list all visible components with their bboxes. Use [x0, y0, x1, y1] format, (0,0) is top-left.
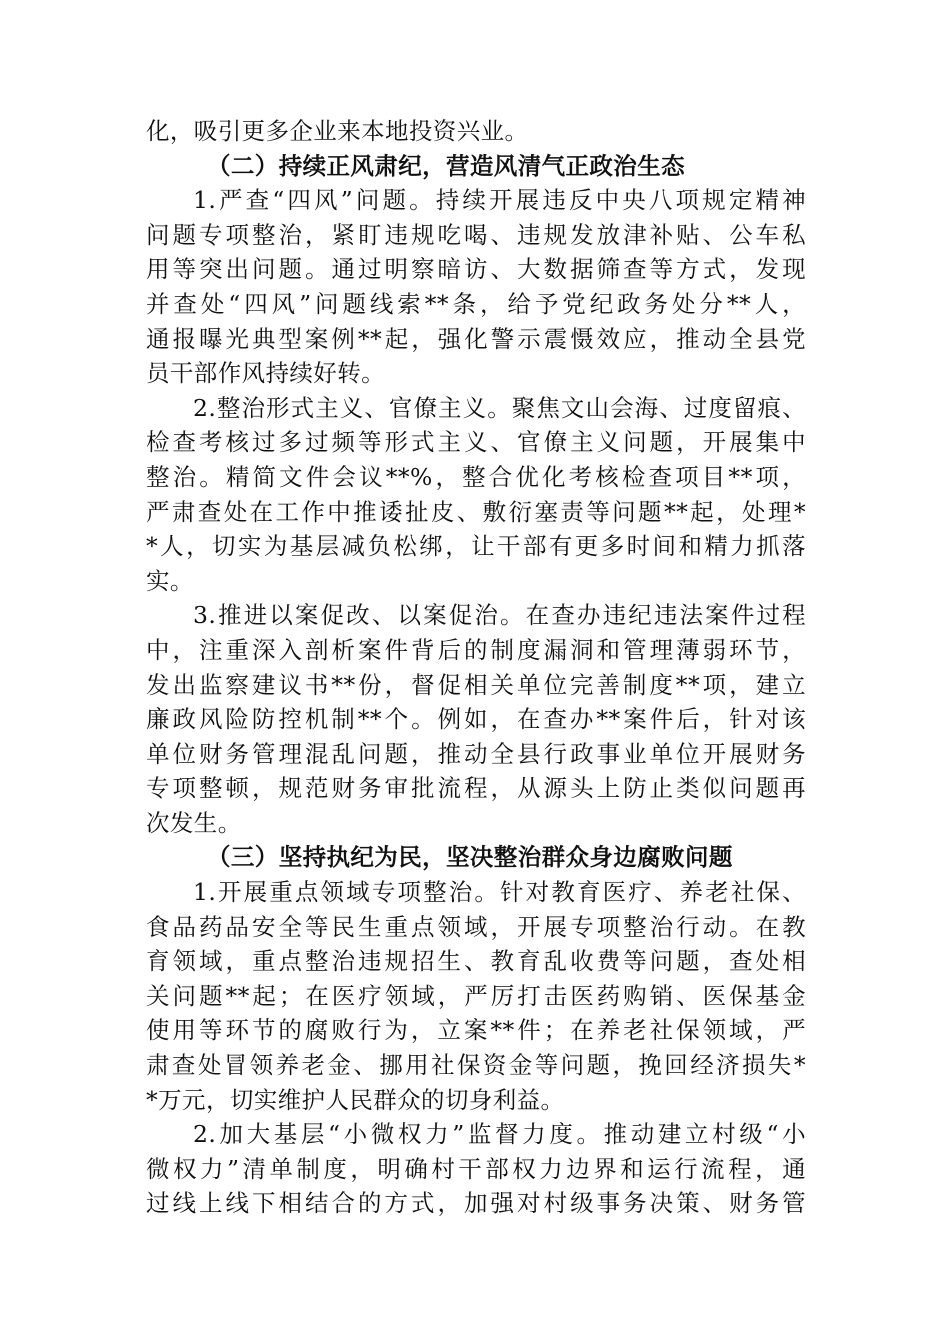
text-line: *人，切实为基层减负松绑，让干部有更多时间和精力抓落: [146, 532, 806, 561]
text-line: 微权力”清单制度，明确村干部权力边界和运行流程，通: [146, 1154, 806, 1183]
text-line: 单位财务管理混乱问题，推动全县行政事业单位开展财务: [146, 739, 806, 768]
text-line: 过线上线下相结合的方式，加强对村级事务决策、财务管: [146, 1189, 806, 1218]
text-line: 化，吸引更多企业来本地投资兴业。: [146, 117, 529, 145]
text-line: 通报曝光典型案例**起，强化警示震慑效应，推动全县党: [146, 324, 806, 353]
text-line: 严肃查处在工作中推诿扯皮、敷衍塞责等问题**起，处理*: [146, 497, 806, 526]
text-line: 并查处“四风”问题线索**条，给予党纪政务处分**人，: [146, 289, 806, 318]
section-heading: （三）坚持执纪为民，坚决整治群众身边腐败问题: [207, 843, 733, 872]
section-heading: （二）持续正风肃纪，营造风清气正政治生态: [207, 151, 685, 180]
text-line: 中，注重深入剖析案件背后的制度漏洞和管理薄弱环节，: [146, 635, 806, 664]
text-line: *万元，切实维护人民群众的切身利益。: [146, 1085, 565, 1114]
text-line: 3.推进以案促改、以案促治。在查办违纪违法案件过程: [193, 601, 806, 630]
text-line: 用等突出问题。通过明察暗访、大数据筛查等方式，发现: [146, 255, 806, 284]
body-text: [146, 114, 806, 1221]
text-line: 次发生。: [146, 808, 242, 837]
text-line: 检查考核过多过频等形式主义、官僚主义问题，开展集中: [146, 428, 806, 457]
text-line: 育领域，重点整治违规招生、教育乱收费等问题，查处相: [146, 947, 806, 976]
text-line: 2.加大基层“小微权力”监督力度。推动建立村级“小: [193, 1120, 806, 1149]
text-line: 关问题**起；在医疗领域，严厉打击医药购销、医保基金: [146, 981, 806, 1010]
text-line: 1.严查“四风”问题。持续开展违反中央八项规定精神: [193, 186, 806, 215]
text-line: 2.整治形式主义、官僚主义。聚焦文山会海、过度留痕、: [193, 393, 806, 422]
text-line: 使用等环节的腐败行为，立案**件；在养老社保领域，严: [146, 1016, 806, 1045]
text-line: 专项整顿，规范财务审批流程，从源头上防止类似问题再: [146, 774, 806, 803]
text-line: 1.开展重点领域专项整治。针对教育医疗、养老社保、: [193, 878, 806, 907]
text-line: 食品药品安全等民生重点领域，开展专项整治行动。在教: [146, 912, 806, 941]
text-line: 肃查处冒领养老金、挪用社保资金等问题，挽回经济损失*: [146, 1051, 806, 1080]
text-line: 问题专项整治，紧盯违规吃喝、违规发放津补贴、公车私: [146, 220, 806, 249]
text-line: 员干部作风持续好转。: [146, 359, 385, 388]
text-line: 发出监察建议书**份，督促相关单位完善制度**项，建立: [146, 670, 806, 699]
text-line: 廉政风险防控机制**个。例如，在查办**案件后，针对该: [146, 705, 806, 734]
text-line: 实。: [146, 566, 194, 595]
text-line: 整治。精简文件会议**%，整合优化考核检查项目**项，: [146, 462, 806, 491]
